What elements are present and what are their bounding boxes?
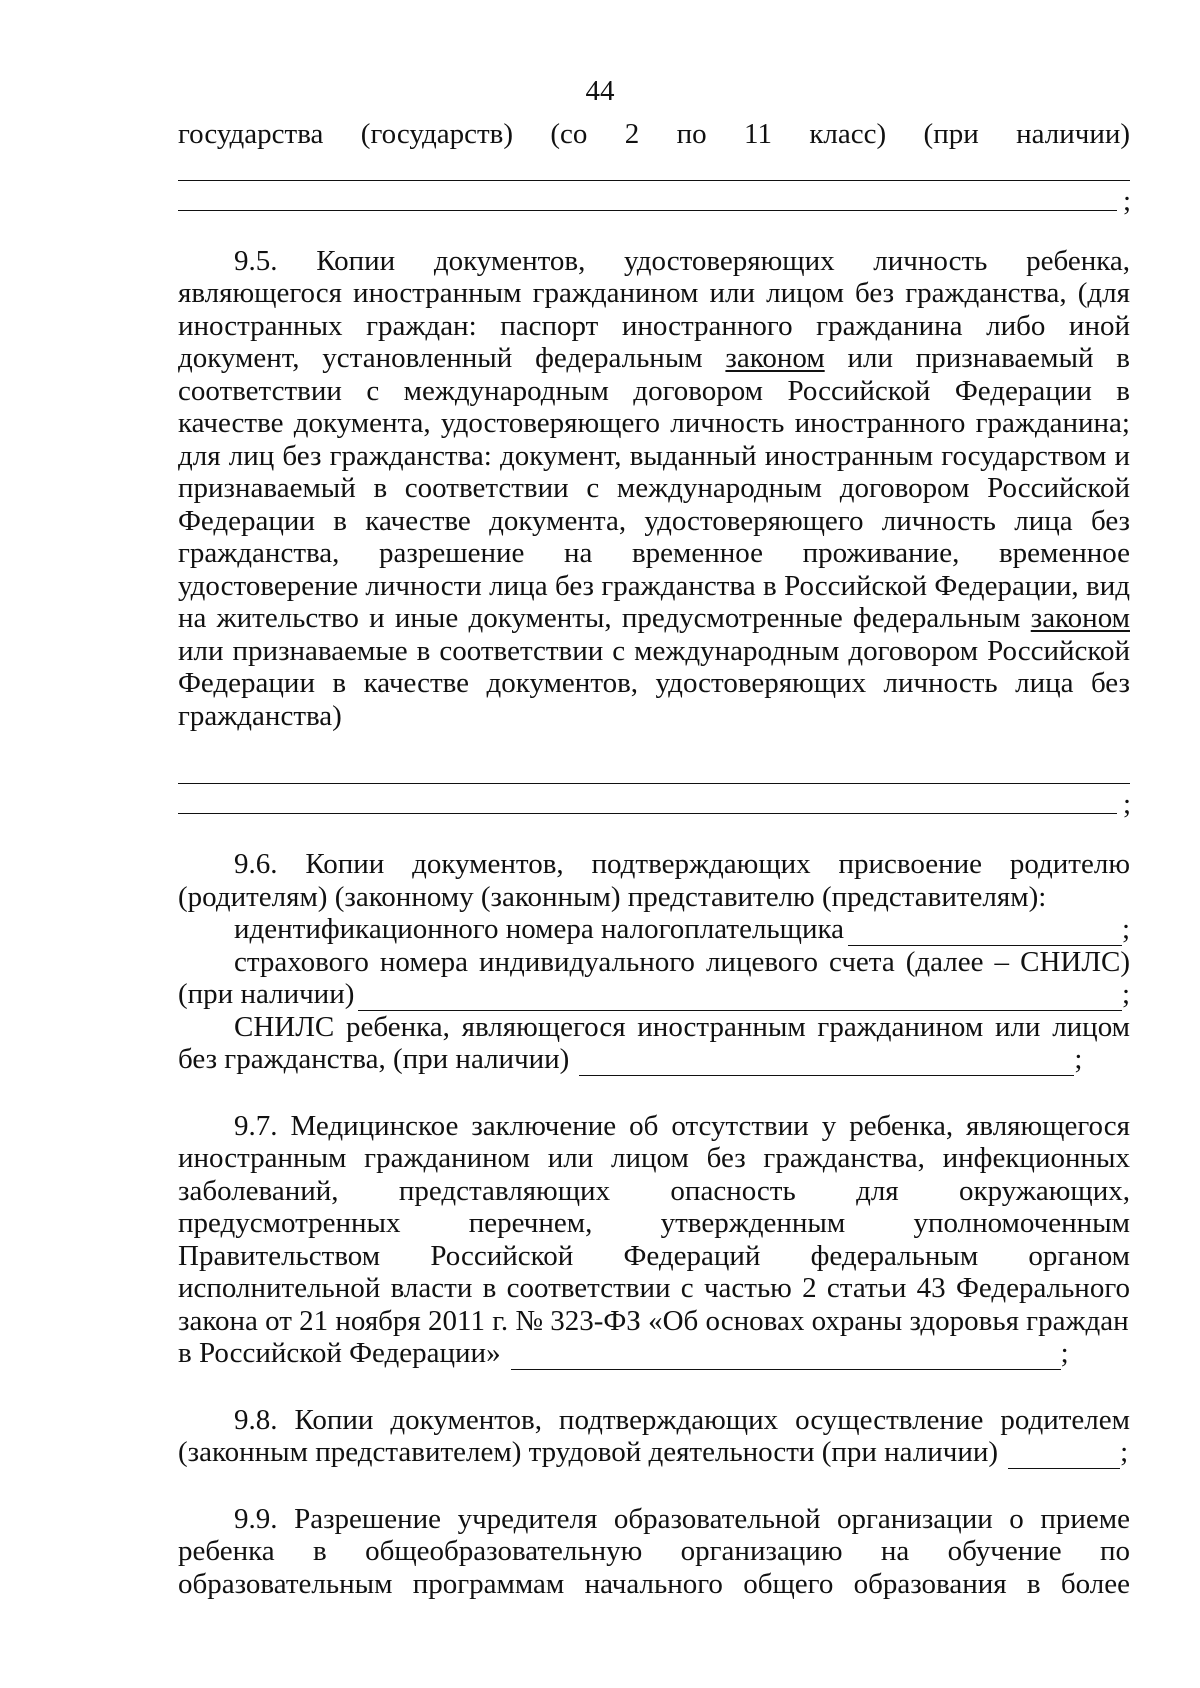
inn-field[interactable] xyxy=(848,919,1122,946)
intro-word: 11 xyxy=(744,118,772,150)
medical-field-row xyxy=(178,1337,1130,1370)
section-9-8: 9.8. Копии документов, подтверждающих осуществление родителем xyxy=(234,1403,1130,1436)
law-link[interactable]: законом xyxy=(725,342,825,374)
semicolon: ; xyxy=(1121,913,1130,945)
semicolon: ; xyxy=(1121,978,1130,1010)
child-snils-label: СНИЛС ребенка, являющегося иностранным гражданином или лицом xyxy=(234,1010,1130,1043)
section-number: 9.5. xyxy=(234,244,278,277)
law-link[interactable]: законом xyxy=(1030,602,1130,634)
section-9-9: 9.9. Разрешение учредителя образовательной организации о приеме ребенка в общеобразовательную организацию на обучение по образовательным программам начального общего образования в более xyxy=(178,1502,1130,1600)
page-number: 44 xyxy=(585,75,615,107)
section-9-6: 9.6. Копии документов, подтверждающих присвоение родителю (родителям) (законному (законным) представителю (представителям): xyxy=(178,848,1130,913)
semicolon: ; xyxy=(1120,1436,1129,1468)
intro-word: (государств) xyxy=(360,118,514,150)
blank-fill-line[interactable] xyxy=(178,784,1131,820)
snils-field-row xyxy=(178,978,1130,1011)
snils-field[interactable] xyxy=(358,984,1122,1011)
medical-field[interactable] xyxy=(511,1343,1061,1370)
employment-field[interactable] xyxy=(1008,1442,1120,1469)
semicolon: ; xyxy=(1074,1043,1083,1075)
section-number: 9.8. xyxy=(234,1403,278,1436)
intro-line xyxy=(178,118,1130,151)
inn-field-row xyxy=(178,913,1130,946)
document-body xyxy=(178,118,1130,1600)
semicolon: ; xyxy=(1060,1337,1069,1369)
section-9-5: 9.5. Копии документов, удостоверяющих личность ребенка, являющегося иностранным гражданином или лицом без гражданства, (для иностранных граждан: паспорт иностранного гражданина либо иной документ, установленный федеральным законом или признаваемый в соответствии с международным договором Российской Федерации в качестве документа, удостоверяющего личность иностранного гражданина; для лиц без гражданства: документ, выданный иностранным государством и признаваемый в соответствии с международным договором Российской Федерации в качестве документа, удостоверяющего личность лица без гражданства, разрешение на временное проживание, временное удостоверение личности лица без гражданства в Российской Федерации, вид на жительство и иные документы, предусмотренные федеральным законом или признаваемые в соответствии с международным договором Российской Федерации в качестве документов, удостоверяющих личность лица без гражданства) xyxy=(178,244,1130,732)
intro-word: класс) xyxy=(809,118,887,150)
intro-word: по xyxy=(676,118,707,150)
semicolon: ; xyxy=(1122,184,1131,217)
blank-fill-line[interactable] xyxy=(178,754,1130,784)
snils-label: страхового номера индивидуального лицевого счета (далее – СНИЛС) xyxy=(234,945,1130,978)
section-number: 9.7. xyxy=(234,1109,278,1142)
medical-label-cont: в Российской Федерации» xyxy=(178,1337,501,1369)
section-9-7: 9.7. Медицинское заключение об отсутствии у ребенка, являющегося иностранным гражданином или лицом без гражданства, инфекционных заболеваний, представляющих опасность для окружающих, предусмотренных перечнем, утвержденным уполномоченным Правительством Российской Федераций федеральным органом исполнительной власти в соответствии с частью 2 статьи 43 Федерального закона от 21 ноября 2011 г. № 323-ФЗ «Об основах охраны здоровья граждан xyxy=(178,1109,1130,1337)
inn-label: идентификационного номера налогоплательщика xyxy=(234,913,845,945)
semicolon: ; xyxy=(1122,788,1131,820)
child-snils-field-row xyxy=(178,1043,1130,1076)
intro-word: (при xyxy=(923,118,979,150)
section-number: 9.6. xyxy=(234,848,278,880)
intro-word: государства xyxy=(178,118,324,150)
snils-label-cont: (при наличии) xyxy=(178,978,355,1010)
intro-word: наличии) xyxy=(1016,118,1131,150)
child-snils-field[interactable] xyxy=(579,1049,1074,1076)
blank-fill-line[interactable] xyxy=(178,181,1131,217)
blank-fill-line[interactable] xyxy=(178,151,1130,181)
employment-label-cont: (законным представителем) трудовой деятельности (при наличии) xyxy=(178,1436,999,1468)
intro-word: 2 xyxy=(624,118,640,150)
section-number: 9.9. xyxy=(234,1502,278,1535)
child-snils-label-cont: без гражданства, (при наличии) xyxy=(178,1043,570,1075)
employment-field-row xyxy=(178,1436,1130,1469)
intro-word: (со xyxy=(550,118,588,150)
